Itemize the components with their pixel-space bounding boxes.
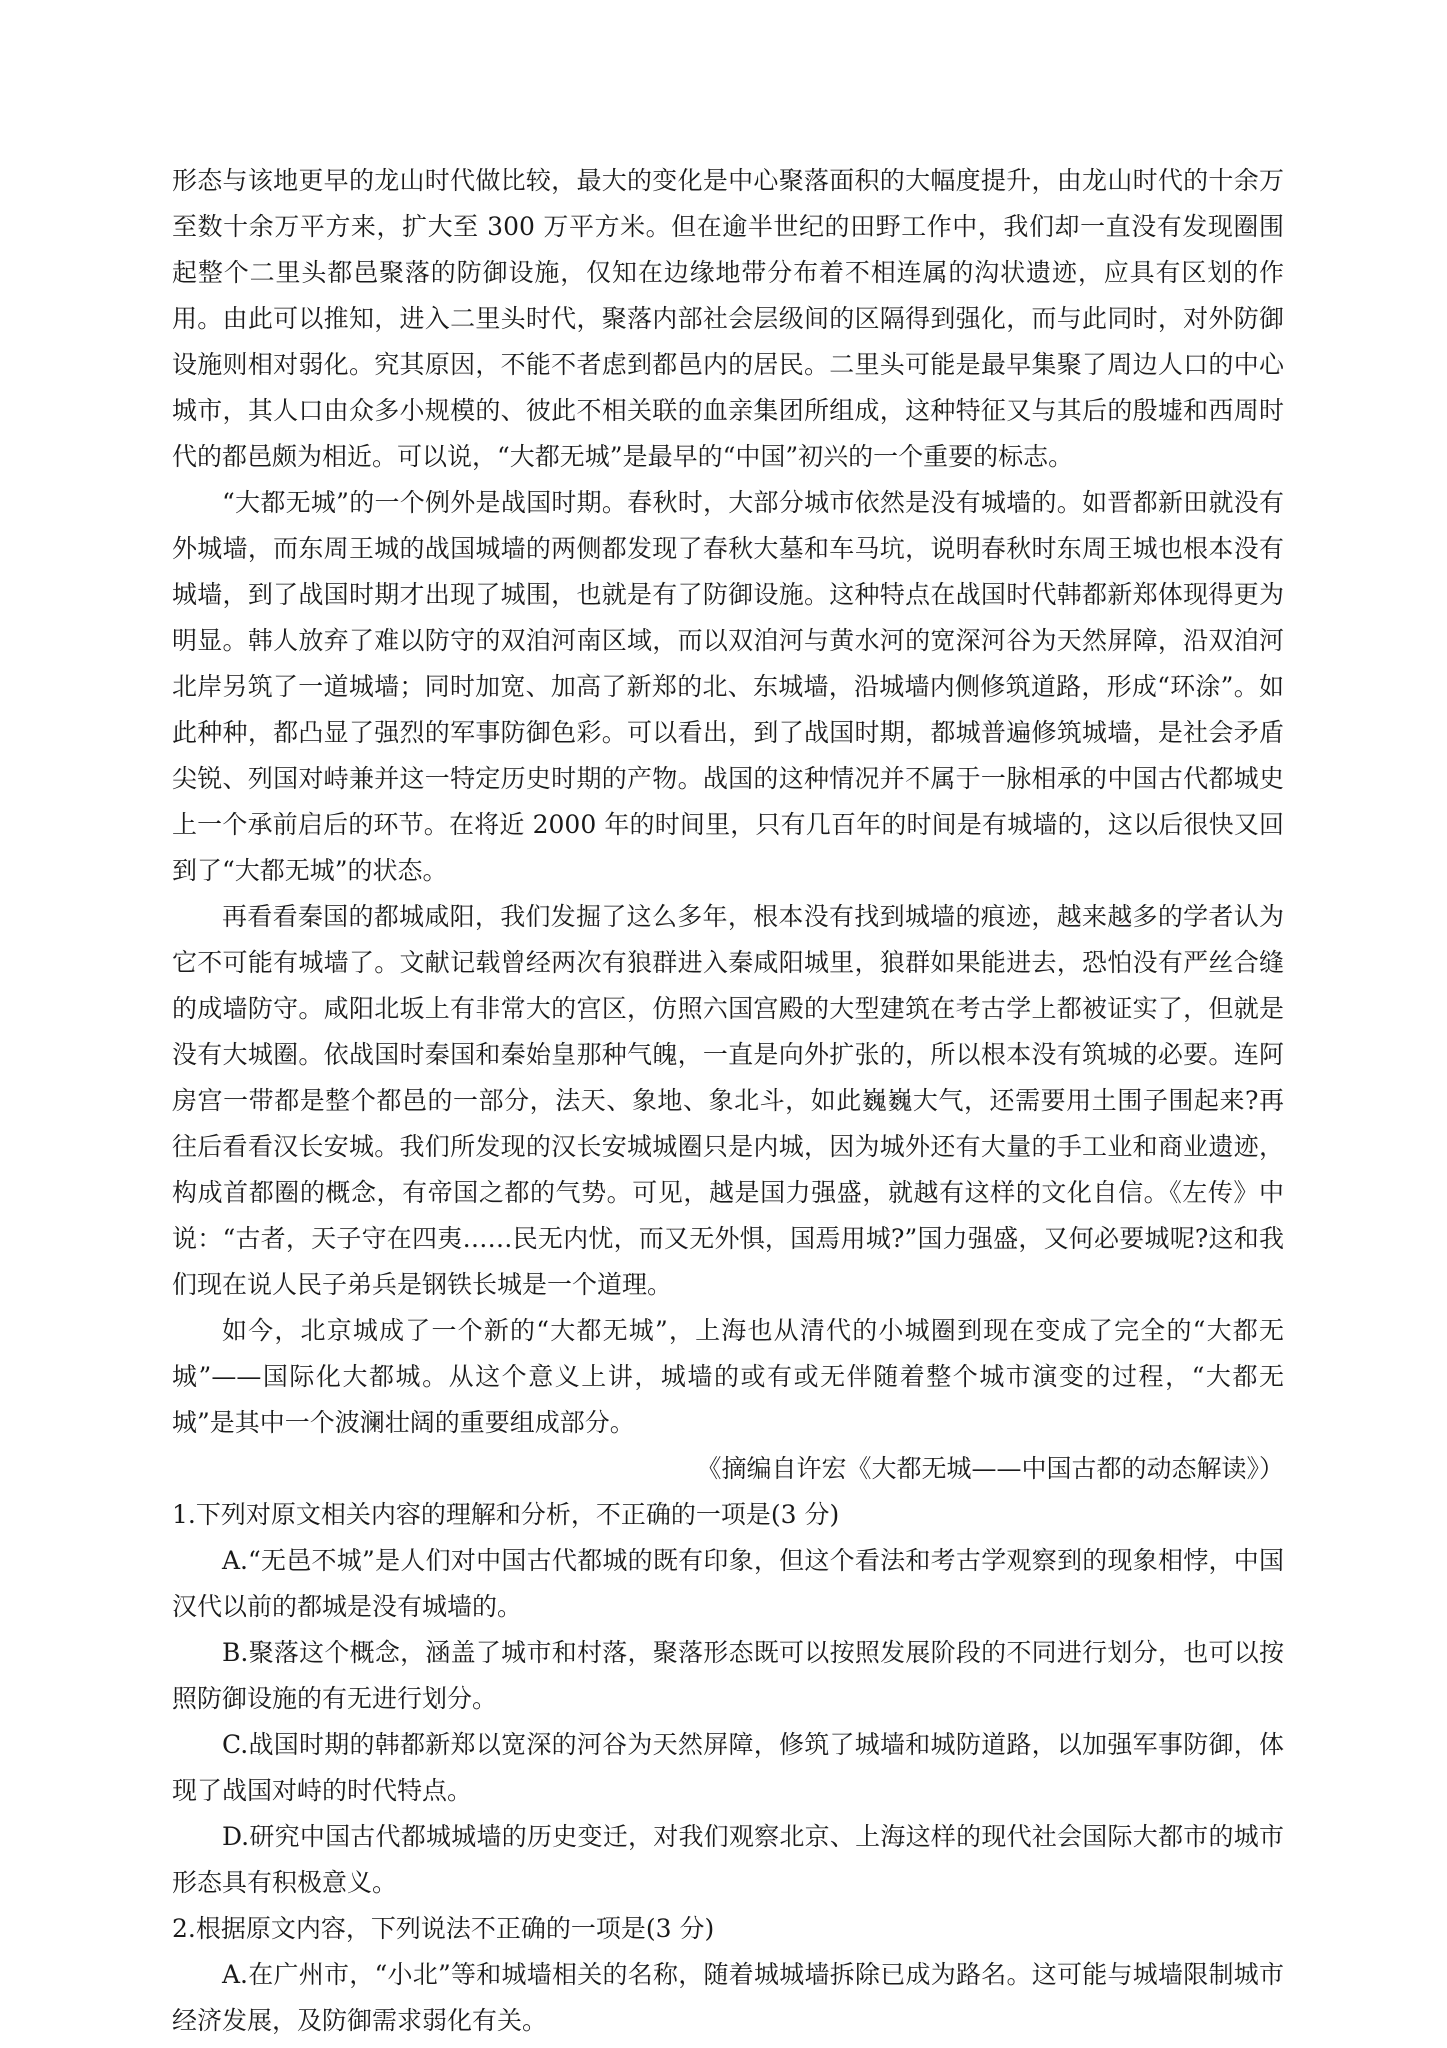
exam-page (172, 158, 1284, 2044)
question-2 (172, 1906, 1284, 2044)
passage-paragraph-3: 再看看秦国的都城咸阳，我们发掘了这么多年，根本没有找到城墙的痕迹，越来越多的学者认为它不可能有城墙了。文献记载曾经两次有狼群进入秦咸阳城里，狼群如果能进去，恐怕没有严丝合缝的成墙防守。咸阳北坂上有非常大的宫区，仿照六国宫殿的大型建筑在考古学上都被证实了，但就是没有大城圈。依战国时秦国和秦始皇那种气魄，一直是向外扩张的，所以根本没有筑城的必要。连阿房宫一带都是整个都邑的一部分，法天、象地、象北斗，如此巍巍大气，还需要用土围子围起来?再往后看看汉长安城。我们所发现的汉长安城城圈只是内城，因为城外还有大量的手工业和商业遗迹，构成首都圈的概念，有帝国之都的气势。可见，越是国力强盛，就越有这样的文化自信。《左传》中说：“古者，天子守在四夷……民无内忧，而又无外惧，国焉用城?”国力强盛，又何必要城呢?这和我们现在说人民子弟兵是钢铁长城是一个道理。 (172, 902, 1284, 1299)
passage-paragraph-2: “大都无城”的一个例外是战国时期。春秋时，大部分城市依然是没有城墙的。如晋都新田就没有外城墙，而东周王城的战国城墙的两侧都发现了春秋大墓和车马坑，说明春秋时东周王城也根本没有城墙，到了战国时期才出现了城围，也就是有了防御设施。这种特点在战国时代韩都新郑体现得更为明显。韩人放弃了难以防守的双洎河南区域，而以双洎河与黄水河的宽深河谷为天然屏障，沿双洎河北岸另筑了一道城墙；同时加宽、加高了新郑的北、东城墙，沿城墙内侧修筑道路，形成“环涂”。如此种种，都凸显了强烈的军事防御色彩。可以看出，到了战国时期，都城普遍修筑城墙，是社会矛盾尖锐、列国对峙兼并这一特定历史时期的产物。战国的这种情况并不属于一脉相承的中国古代都城史上一个承前启后的环节。在将近 2000 年的时间里，只有几百年的时间是有城墙的，这以后很快又回到了“大都无城”的状态。 (172, 488, 1284, 885)
question-1-option-d: D.研究中国古代都城城墙的历史变迁，对我们观察北京、上海这样的现代社会国际大都市的城市形态具有积极意义。 (172, 1822, 1284, 1897)
passage-paragraph-1: 形态与该地更早的龙山时代做比较，最大的变化是中心聚落面积的大幅度提升，由龙山时代的十余万至数十余万平方来，扩大至 300 万平方米。但在逾半世纪的田野工作中，我们却一直没有发现圈围起整个二里头都邑聚落的防御设施，仅知在边缘地带分布着不相连属的沟状遗迹，应具有区划的作用。由此可以推知，进入二里头时代，聚落内部社会层级间的区隔得到强化，而与此同时，对外防御设施则相对弱化。究其原因，不能不者虑到都邑内的居民。二里头可能是最早集聚了周边人口的中心城市，其人口由众多小规模的、彼此不相关联的血亲集团所组成，这种特征又与其后的殷墟和西周时代的都邑颇为相近。可以说，“大都无城”是最早的“中国”初兴的一个重要的标志。 (172, 166, 1284, 471)
question-1-option-b: B.聚落这个概念，涵盖了城市和村落，聚落形态既可以按照发展阶段的不同进行划分，也可以按照防御设施的有无进行划分。 (172, 1638, 1284, 1713)
passage-source: 《摘编自许宏《大都无城——中国古都的动态解读》） (696, 1454, 1284, 1483)
question-1-option-c: C.战国时期的韩都新郑以宽深的河谷为天然屏障，修筑了城墙和城防道路，以加强军事防御，体现了战国对峙的时代特点。 (172, 1730, 1284, 1805)
question-1-stem: 1.下列对原文相关内容的理解和分析，不正确的一项是(3 分) (172, 1500, 840, 1529)
question-2-option-a: A.在广州市，“小北”等和城墙相关的名称，随着城城墙拆除已成为路名。这可能与城墙限制城市经济发展，及防御需求弱化有关。 (172, 1960, 1284, 2035)
question-1-option-a: A.“无邑不城”是人们对中国古代都城的既有印象，但这个看法和考古学观察到的现象相悖，中国汉代以前的都城是没有城墙的。 (172, 1546, 1284, 1621)
question-2-stem: 2.根据原文内容，下列说法不正确的一项是(3 分) (172, 1914, 715, 1943)
question-1 (172, 1492, 1284, 1906)
passage-paragraph-4: 如今，北京城成了一个新的“大都无城”，上海也从清代的小城圈到现在变成了完全的“大都无城”——国际化大都城。从这个意义上讲，城墙的或有或无伴随着整个城市演变的过程，“大都无城”是其中一个波澜壮阔的重要组成部分。 (172, 1316, 1284, 1437)
